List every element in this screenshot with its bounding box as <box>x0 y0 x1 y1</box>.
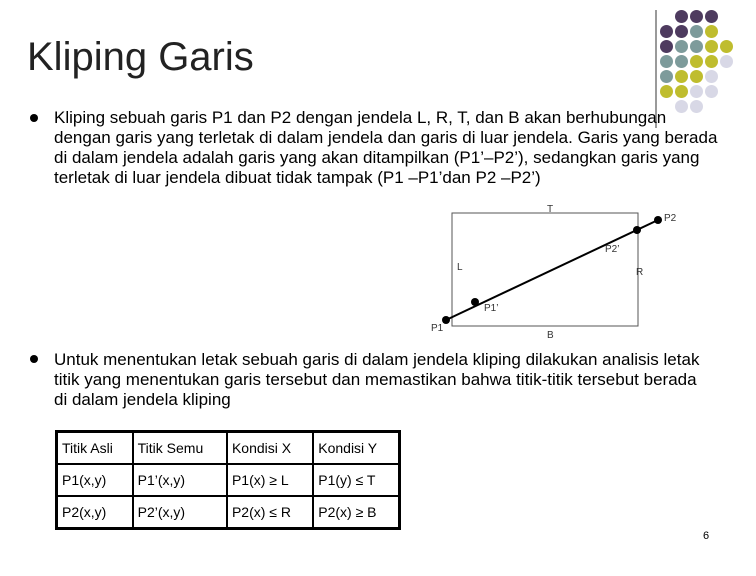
decorative-dot <box>675 70 688 83</box>
decorative-dot <box>705 70 718 83</box>
decorative-dot <box>690 70 703 83</box>
clipped-line <box>446 220 658 320</box>
decorative-dot <box>705 25 718 38</box>
decorative-dot <box>675 40 688 53</box>
label-p1: P1 <box>431 323 444 334</box>
table-header: Kondisi X <box>227 433 313 464</box>
point-p1-prime <box>471 298 479 306</box>
table-header: Kondisi Y <box>313 433 398 464</box>
bullet-text-1: Kliping sebuah garis P1 dan P2 dengan jendela L, R, T, dan B akan berhubungan dengan garis yang terletak di dalam jendela dan garis di luar jendela. Garis yang berada di dalam jendela adalah garis yang akan ditampilkan (P1’–P2’), sedangkan garis yang terletak di luar jendela dibuat tidak tampak (P1 –P1’dan P2 –P2’) <box>54 108 718 187</box>
decorative-dot <box>690 85 703 98</box>
label-p1-prime: P1’ <box>484 303 499 314</box>
page-number: 6 <box>703 530 710 542</box>
decorative-dot <box>675 55 688 68</box>
bullet-marker <box>30 355 38 363</box>
decorative-dot <box>690 55 703 68</box>
label-l: L <box>457 262 463 273</box>
point-p2-prime <box>633 226 641 234</box>
clipping-condition-table <box>55 430 401 530</box>
decorative-dot <box>690 25 703 38</box>
table-header: Titik Semu <box>133 433 227 464</box>
table-header: Titik Asli <box>58 433 133 464</box>
table-cell: P1(x,y) <box>58 464 133 496</box>
table-cell: P1(y) ≤ T <box>313 464 398 496</box>
bullet-marker <box>30 114 38 122</box>
table-row <box>58 464 398 496</box>
decorative-dot <box>675 85 688 98</box>
table-cell: P2(x,y) <box>58 496 133 527</box>
decorative-dot <box>690 10 703 23</box>
decorative-dot <box>660 40 673 53</box>
decorative-dot <box>720 55 733 68</box>
label-p2: P2 <box>664 213 677 224</box>
decorative-dot <box>705 40 718 53</box>
decorative-dot <box>720 40 733 53</box>
decorative-dot <box>690 40 703 53</box>
slide-title: Kliping Garis <box>27 35 254 79</box>
point-p2 <box>654 216 662 224</box>
decorative-dot <box>705 10 718 23</box>
table-row <box>58 496 398 527</box>
decorative-dot <box>675 10 688 23</box>
table-cell: P2’(x,y) <box>133 496 227 527</box>
table-cell: P2(x) ≤ R <box>227 496 313 527</box>
label-b: B <box>547 330 554 341</box>
label-r: R <box>636 267 644 278</box>
decorative-dot <box>660 85 673 98</box>
clipping-diagram <box>426 200 686 345</box>
table-cell: P2(x) ≥ B <box>313 496 398 527</box>
label-t: T <box>547 204 554 215</box>
label-p2-prime: P2’ <box>605 244 620 255</box>
decorative-dot <box>660 25 673 38</box>
table-header-row <box>58 433 398 464</box>
decorative-dot <box>705 55 718 68</box>
bullet-text-2: Untuk menentukan letak sebuah garis di dalam jendela kliping dilakukan analisis letak titik yang menentukan garis tersebut dan memastikan bahwa titik-titik tersebut berada di dalam jendela kliping <box>54 350 700 409</box>
decorative-dot <box>660 70 673 83</box>
table-cell: P1’(x,y) <box>133 464 227 496</box>
table-cell: P1(x) ≥ L <box>227 464 313 496</box>
clip-window <box>452 213 638 326</box>
decorative-dot <box>660 55 673 68</box>
decorative-dot <box>705 85 718 98</box>
decorative-dot <box>675 25 688 38</box>
